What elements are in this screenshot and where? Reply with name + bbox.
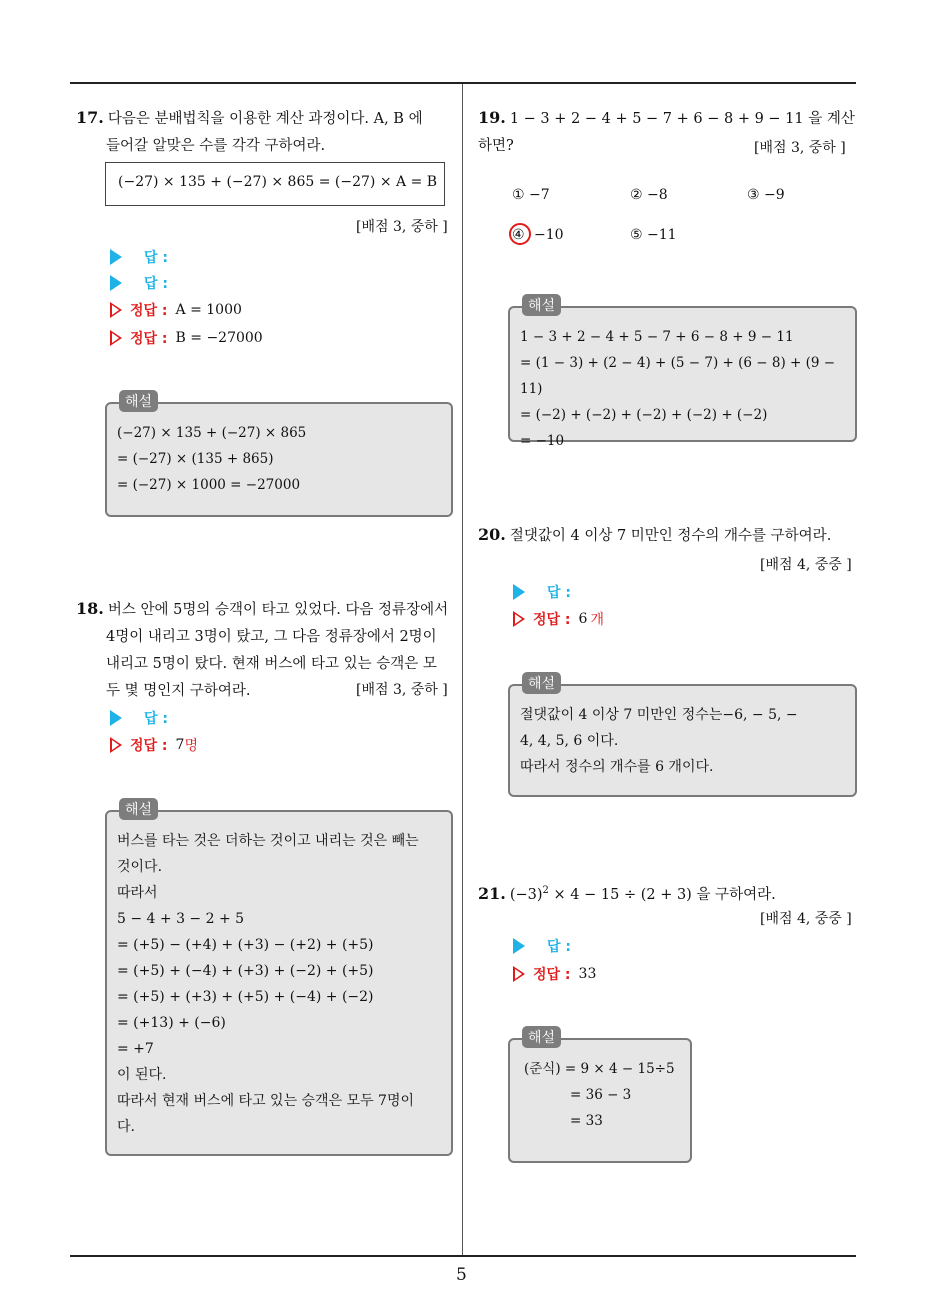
q18-text-line3: 내리고 5명이 탔다. 현재 버스에 타고 있는 승객은 모 [106, 656, 437, 672]
q19-explain-line: = (−2) + (−2) + (−2) + (−2) + (−2) [520, 407, 768, 423]
q19-explain-box [508, 298, 857, 449]
q17-question [76, 104, 461, 160]
q21-text-a: (−3) [509, 886, 543, 903]
q21-correct-value: 33 [578, 966, 597, 982]
q17-score: [배점 3, 중하 ] [356, 219, 448, 235]
q18-answer-label: 답 : [144, 711, 168, 727]
q18-explain-line: 5 − 4 + 3 − 2 + 5 [117, 911, 245, 927]
q21-correct [513, 964, 596, 984]
q18-explain-tag: 해설 [119, 798, 158, 820]
q18-explain-line: = (+13) + (−6) [117, 1015, 226, 1031]
play-icon [110, 710, 122, 726]
q18-explain-line: = (+5) + (−4) + (+3) + (−2) + (+5) [117, 963, 374, 979]
q19-text-line1: 1 − 3 + 2 − 4 + 5 − 7 + 6 − 8 + 9 − 11 을 계산하면? [478, 111, 855, 154]
q21-explain-tag: 해설 [522, 1026, 561, 1048]
top-rule [70, 82, 856, 84]
q20-correct [513, 609, 604, 629]
q18-explain-line: = (+5) + (+3) + (+5) + (−4) + (−2) [117, 989, 374, 1005]
q18-explain-box [105, 802, 453, 1156]
q20-score: [배점 4, 중중 ] [760, 557, 852, 573]
q18-explain-line: 버스를 타는 것은 더하는 것이고 내리는 것은 빼는 [117, 833, 419, 849]
q18-explain-line: 따라서 현재 버스에 타고 있는 승객은 모두 7명이 [117, 1093, 415, 1109]
q20-question [478, 521, 863, 550]
q17-number: 17. [76, 108, 104, 127]
q18-correct-label: 정답 : [130, 738, 168, 754]
q18-explain-line: 이 된다. [117, 1067, 167, 1083]
q18-text-line1: 버스 안에 5명의 승객이 타고 있었다. 다음 정류장에서 [107, 602, 449, 618]
q17-text-line1: 다음은 분배법칙을 이용한 계산 과정이다. A, B 에 [107, 111, 423, 127]
q20-explain-tag: 해설 [522, 672, 561, 694]
q20-explain-line: 따라서 정수의 개수를 6 개이다. [520, 759, 714, 775]
q17-correct-label-b: 정답 : [130, 331, 168, 347]
q20-text-line1: 절댓값이 4 이상 7 미만인 정수의 개수를 구하여라. [509, 528, 832, 544]
q19-explain-line: = −10 [520, 433, 565, 449]
q19-explain-line: 1 − 3 + 2 − 4 + 5 − 7 + 6 − 8 + 9 − 11 [520, 329, 794, 345]
q20-correct-label: 정답 : [533, 612, 571, 628]
q20-answer [513, 582, 571, 602]
q18-explain-line: = (+5) − (+4) + (+3) − (+2) + (+5) [117, 937, 374, 953]
q17-explain-line: = (−27) × (135 + 865) [117, 451, 274, 467]
play-icon [513, 584, 525, 600]
q17-answer-1 [110, 247, 168, 267]
q21-text-b: × 4 − 15 ÷ (2 + 3) 을 구하여라. [548, 886, 776, 903]
q17-correct-b [110, 328, 263, 348]
q18-explain-line: 다. [117, 1119, 135, 1135]
play-icon [110, 275, 122, 291]
q19-score: [배점 3, 중하 ] [754, 140, 846, 156]
q21-question [478, 877, 863, 909]
q17-explain-tag: 해설 [119, 390, 158, 412]
q20-explain-box [508, 676, 857, 797]
q17-correct-a [110, 300, 242, 320]
q18-score: [배점 3, 중하 ] [356, 682, 448, 698]
q20-explain-line: 4, 4, 5, 6 이다. [520, 733, 619, 749]
column-divider [462, 84, 463, 1256]
triangle-icon [110, 737, 122, 753]
q18-explain-line: 것이다. [117, 859, 163, 875]
q19-choice-1[interactable]: ① −7 [512, 187, 550, 203]
q17-text-line2: 들어갈 알맞은 수를 각각 구하여라. [106, 138, 326, 154]
q20-answer-label: 답 : [547, 585, 571, 601]
q19-explain-tag: 해설 [522, 294, 561, 316]
q21-answer-label: 답 : [547, 939, 571, 955]
q21-number: 21. [478, 883, 506, 903]
q19-choice-3[interactable]: ③ −9 [747, 187, 785, 203]
q20-correct-value: 6 [578, 611, 588, 627]
q18-text-line4: 두 몇 명인지 구하여라. [106, 683, 251, 699]
triangle-icon [513, 611, 525, 627]
q20-explain-line: 절댓값이 4 이상 7 미만인 정수는−6, − 5, − [520, 707, 798, 723]
q17-answer-label-1: 답 : [144, 250, 168, 266]
q17-explain-line: (−27) × 135 + (−27) × 865 [117, 425, 307, 441]
q18-text-line2: 4명이 내리고 3명이 탔고, 그 다음 정류장에서 2명이 [106, 629, 437, 645]
q18-explain-line: 따라서 [117, 885, 158, 901]
q19-choice-2[interactable]: ② −8 [630, 187, 668, 203]
q19-explain-line: = (1 − 3) + (2 − 4) + (5 − 7) + (6 − 8) + (9 − 11) [520, 355, 836, 397]
q17-equation-box [105, 162, 445, 206]
q18-correct-unit: 명 [184, 738, 198, 754]
q17-correct-value-a: A = 1000 [175, 302, 242, 318]
triangle-icon [513, 966, 525, 982]
q20-correct-unit: 개 [590, 612, 604, 628]
q17-answer-label-2: 답 : [144, 276, 168, 292]
q21-explain-box [508, 1030, 692, 1163]
q18-answer [110, 708, 168, 728]
page-number: 5 [456, 1265, 467, 1285]
triangle-icon [110, 302, 122, 318]
q21-correct-label: 정답 : [533, 967, 571, 983]
q18-correct-value: 7 [175, 737, 185, 753]
q17-equation: (−27) × 135 + (−27) × 865 = (−27) × A = B [118, 174, 438, 190]
q19-number: 19. [478, 108, 506, 127]
triangle-icon [110, 330, 122, 346]
q17-correct-label-a: 정답 : [130, 303, 168, 319]
q21-explain-line: = 36 − 3 [570, 1087, 632, 1103]
q20-number: 20. [478, 525, 506, 544]
q18-explain-line: = +7 [117, 1041, 154, 1057]
q21-explain-line: = 33 [570, 1113, 603, 1129]
play-icon [513, 938, 525, 954]
q19-choice-5[interactable]: ⑤ −11 [630, 227, 677, 243]
q21-score: [배점 4, 중중 ] [760, 911, 852, 927]
play-icon [110, 249, 122, 265]
q19-choice-4-marker[interactable]: ④ [512, 227, 525, 243]
q21-explain-line: (준식) = 9 × 4 − 15÷5 [524, 1061, 675, 1077]
q18-number: 18. [76, 599, 104, 618]
q19-choice-4-value[interactable]: −10 [534, 227, 564, 243]
q17-explain-box [105, 394, 453, 517]
q17-correct-value-b: B = −27000 [175, 330, 263, 346]
q21-answer [513, 936, 571, 956]
q21-text-sup: 2 [542, 885, 549, 896]
q18-correct [110, 735, 198, 755]
q17-answer-2 [110, 273, 168, 293]
q17-explain-line: = (−27) × 1000 = −27000 [117, 477, 301, 493]
bottom-rule [70, 1255, 856, 1257]
